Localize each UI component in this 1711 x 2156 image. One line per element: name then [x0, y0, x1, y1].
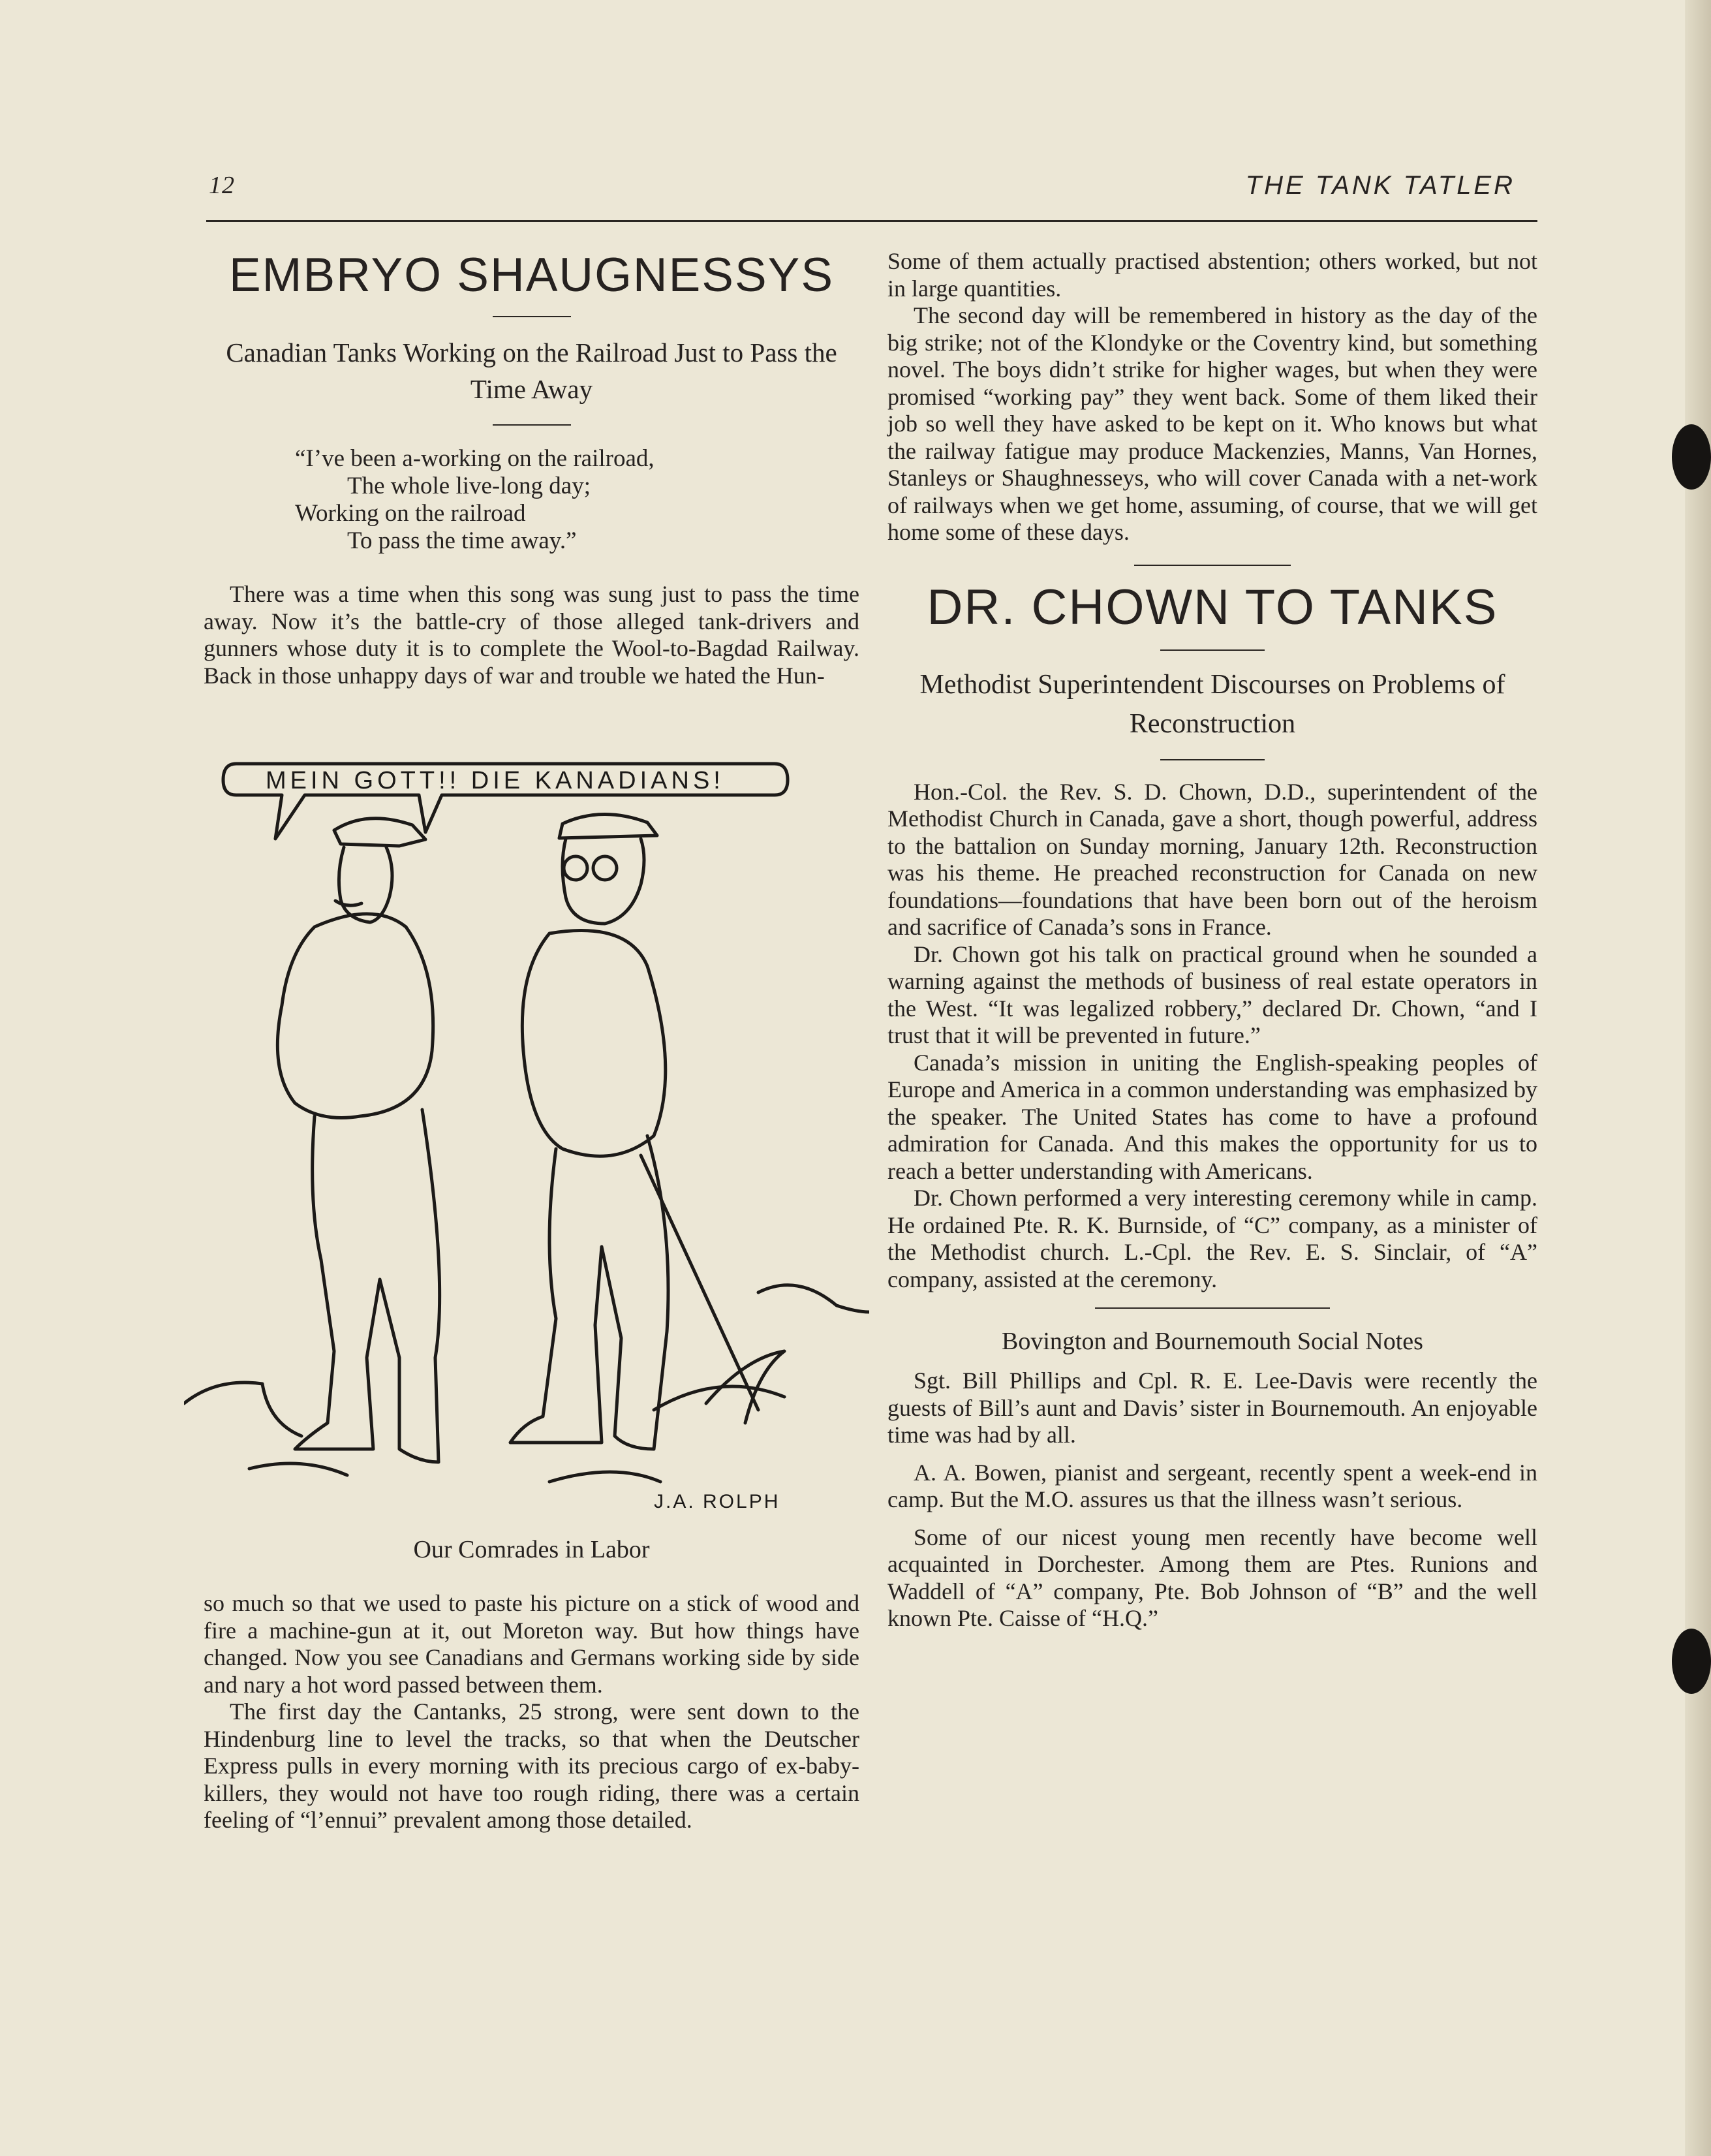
subheadline-embryo: Canadian Tanks Working on the Railroad Just to Pass the Time Away: [226, 337, 837, 404]
social-notes-heading: Bovington and Bournemouth Social Notes: [1002, 1328, 1423, 1355]
page-edge: [1685, 0, 1711, 2156]
divider: [1160, 759, 1265, 760]
article-embryo-top: [204, 249, 859, 689]
page-number: 12: [209, 172, 235, 199]
poem-line: The whole live-long day;: [347, 473, 591, 499]
paragraph: Dr. Chown performed a very interesting ceremony while in camp. He ordained Pte. R. K. Burnside, of “C” company, as a minister of the Methodist church. L.-Cpl. the Rev. E. S. Sinclair, of “A” company, assisted at the ceremony.: [887, 1185, 1537, 1292]
paragraph: There was a time when this song was sung just to pass the time away. Now it’s the battle-cry of those alleged tank-drivers and gunners whose duty it is to complete the Wool-to-Bagdad Railway. Back in those unhappy days of war and trouble we hated the Hun-: [204, 581, 859, 689]
running-title: THE TANK TATLER: [1245, 171, 1515, 200]
divider: [1095, 1307, 1330, 1309]
headline-dr-chown: DR. CHOWN TO TANKS: [927, 579, 1498, 635]
poem-line: “I’ve been a-working on the railroad,: [295, 445, 655, 472]
railroad-song-poem: [295, 445, 859, 555]
divider: [493, 424, 571, 426]
right-soldier-coat: [522, 931, 665, 1157]
left-soldier-cap: [334, 819, 425, 846]
headline-embryo-shaugnessys: EMBRYO SHAUGNESSYS: [228, 249, 835, 302]
cartoon-illustration: [184, 751, 869, 1524]
paragraph: The second day will be remembered in history as the day of the big strike; not of the Klondyke or the Coventry kind, but something novel. The boys didn’t strike for higher wages, but when they were promised “working pay” they went back. Some of them liked their job so well they have asked to be kept on it. Who knows but what the railway fatigue may produce Mackenzies, Manns, Van Hornes, Stanleys or Shaughnesseys, who will cover Canada with a net-work of railways when we get home, assuming, of course, that we will get home some of these days.: [887, 302, 1537, 545]
subheadline-chown: Methodist Superintendent Discourses on Problems of Reconstruction: [919, 669, 1505, 739]
binding-hole-bottom: [1672, 1629, 1711, 1694]
paragraph: Canada’s mission in uniting the English-speaking peoples of Europe and America in a common understanding was emphasized by the speaker. The United States has come to have a profound admiration for Canada. And this makes the opportunity for us to reach a better understanding with Americans.: [887, 1049, 1537, 1184]
poem-line: To pass the time away.”: [347, 527, 577, 554]
paragraph: Hon.-Col. the Rev. S. D. Chown, D.D., superintendent of the Methodist Church in Canada, gave a short, though powerful, address to the battalion on Sunday morning, January 12th. Reconstruction was his theme. He preached reconstruction for Canada on new foundations—foundations that have been born out of the heroism and sacrifice of Canada’s sons in France.: [887, 778, 1537, 940]
rocky-ground: [184, 1285, 869, 1482]
paragraph: Some of them actually practised abstention; others worked, but not in large quantities.: [887, 248, 1537, 302]
left-soldier-coat: [277, 914, 433, 1118]
artist-signature: J.A. ROLPH: [654, 1491, 780, 1512]
divider: [1160, 649, 1265, 651]
left-soldier-legs: [295, 1110, 440, 1462]
poem-line: Working on the railroad: [295, 500, 526, 527]
paragraph: The first day the Cantanks, 25 strong, were sent down to the Hindenburg line to level the tracks, so that when the Deutscher Express pulls in every morning with its precious cargo of ex-baby-killers, they would not have too rough riding, there was a certain feeling of “l’ennui” prevalent among those detailed.: [204, 1698, 859, 1833]
paragraph: A. A. Bowen, pianist and sergeant, recently spent a week-end in camp. But the M.O. assures us that the illness wasn’t serious.: [887, 1459, 1537, 1512]
divider: [1134, 565, 1291, 566]
paragraph: Sgt. Bill Phillips and Cpl. R. E. Lee-Davis were recently the guests of Bill’s aunt and Davis’ sister in Bournemouth. An enjoyable time was had by all.: [887, 1367, 1537, 1448]
paragraph: so much so that we used to paste his picture on a stick of wood and fire a machine-gun at it, out Moreton way. But how things have changed. Now you see Canadians and Germans working side by side and nary a hot word passed between them.: [204, 1590, 859, 1698]
spectacles-icon: [564, 856, 587, 880]
divider: [493, 316, 571, 317]
right-column: [887, 248, 1537, 1633]
header-rule: [206, 220, 1537, 222]
paragraph: Dr. Chown got his talk on practical ground when he sounded a warning against the methods of business of real estate operators in the West. “It was legalized robbery,” declared Dr. Chown, “and I trust that it will be prevented in future.”: [887, 941, 1537, 1048]
article-embryo-bottom: [204, 1535, 859, 1834]
paragraph: Some of our nicest young men recently have become well acquainted in Dorchester. Among them are Ptes. Runions and Waddell of “A” company, Pte. Bob Johnson of “B” and the well known Pte. Caisse of “H.Q.”: [887, 1523, 1537, 1631]
right-soldier-legs: [510, 1136, 668, 1449]
speech-text: MEIN GOTT!! DIE KANADIANS!: [266, 767, 724, 794]
right-soldier-cap: [559, 814, 657, 838]
binding-hole-top: [1672, 424, 1711, 490]
cartoon-caption: Our Comrades in Labor: [413, 1536, 650, 1563]
